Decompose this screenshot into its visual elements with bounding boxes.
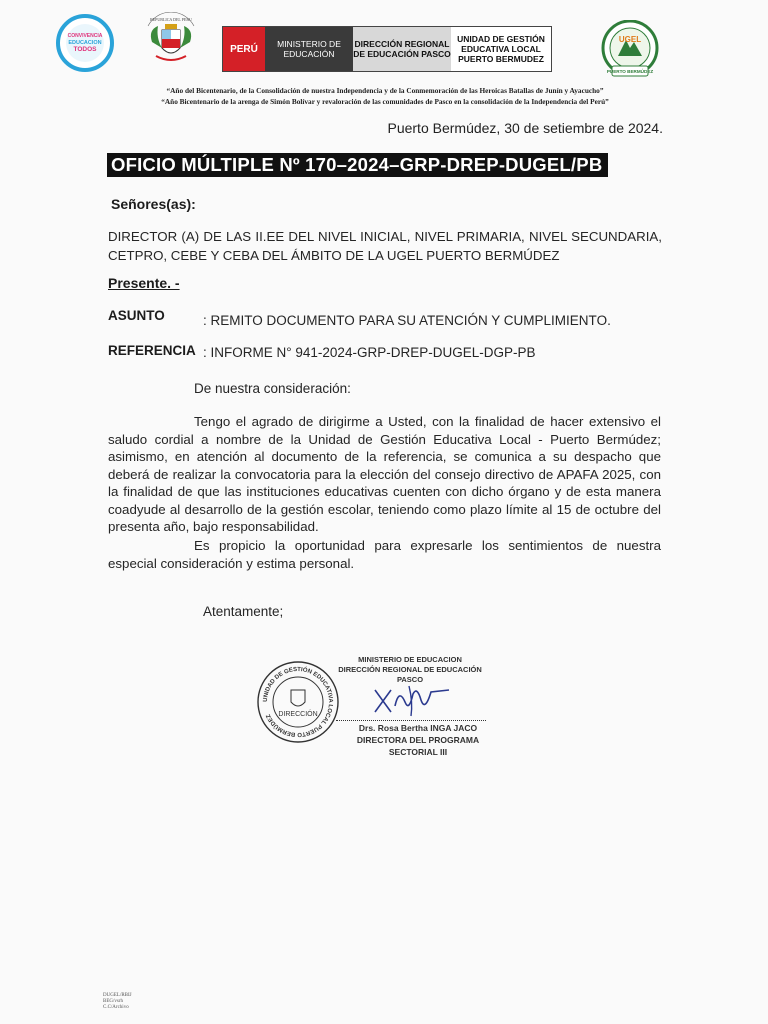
ugel-puerto-bermudez-logo (600, 20, 660, 82)
asunto-value: : REMITO DOCUMENTO PARA SU ATENCIÓN Y CUMPLIMIENTO. (203, 313, 611, 328)
svg-text:UGEL: UGEL (618, 35, 642, 44)
presente-label: Presente. - (108, 275, 180, 291)
seal-center-text: DIRECCIÓN (278, 711, 318, 718)
footer-line-2: BEG/vsrh (103, 999, 123, 1004)
ugel-label: UNIDAD DE GESTIÓN EDUCATIVA LOCAL PUERTO BERMUDEZ (451, 27, 551, 71)
direccion-regional-label: DIRECCIÓN REGIONAL DE EDUCACIÓN PASCO (353, 27, 451, 71)
official-seal-stamp (256, 660, 340, 744)
signatory (333, 722, 503, 758)
seal-ring-text: UNIDAD DE GESTIÓN EDUCATIVA LOCAL PUERTO BERMÚDEZ (262, 666, 334, 738)
signatory-title: DIRECTORA DEL PROGRAMA SECTORIAL III (356, 735, 480, 757)
document-date: Puerto Bermúdez, 30 de setiembre de 2024. (387, 120, 663, 136)
footer-line-3: C.C/Archivo (103, 1005, 129, 1010)
oficio-title: OFICIO MÚLTIPLE Nº 170–2024–GRP-DREP-DUGEL/PB (107, 153, 608, 177)
asunto-label: ASUNTO (108, 308, 165, 323)
svg-text:PUERTO BERMÚDEZ: PUERTO BERMÚDEZ (606, 69, 654, 74)
signature-org-1: MINISTERIO DE EDUCACION (358, 655, 462, 664)
year-name-2: “Año Bicentenario de la arenga de Simón Bolívar y revaloración de las comunidades de Pasco en la consolidación de la Independencia del Perú” (161, 97, 609, 106)
destinatario: DIRECTOR (A) DE LAS II.EE DEL NIVEL INICIAL, NIVEL PRIMARIA, NIVEL SECUNDARIA, CETPRO, CEBE Y CEBA DEL ÁMBITO DE LA UGEL PUERTO BERMÚDEZ (108, 229, 662, 263)
body-paragraph-1-text: Tengo el agrado de dirigirme a Usted, con la finalidad de hacer extensivo el saludo cordial a nombre de la Unidad de Gestión Educativa Local - Puerto Bermúdez; asimismo, en atención al documento de la referencia, se comunica a su despacho que deberá de realizar la convocatoria para la elección del consejo directivo de APAFA 2025, con la finalidad de que las instituciones educativas cuenten con dicho órgano y de esta manera coadyude al desarrollo de la gestión escolar, teniendo como plazo límite al 15 de octubre del presenta año, bajo responsabilidad. (108, 414, 661, 534)
peru-label: PERÚ (223, 27, 265, 71)
senores-heading: Señores(as): (111, 196, 196, 212)
svg-text:TODOS: TODOS (73, 46, 97, 53)
referencia-label: REFERENCIA (108, 343, 196, 358)
body-paragraph-1 (108, 413, 661, 536)
svg-text:CONVIVENCIA: CONVIVENCIA (67, 33, 103, 39)
body-paragraph-2-text: Es propicio la oportunidad para expresarle los sentimientos de nuestra especial consideración y estima personal. (108, 538, 661, 571)
signature-org (335, 655, 485, 685)
footer-line-1: DUGEL/RBIJ (103, 993, 132, 998)
peru-coat-of-arms-icon (140, 12, 202, 74)
body-paragraph-2 (108, 537, 661, 572)
saludo: De nuestra consideración: (194, 381, 351, 396)
signature-line (336, 720, 486, 721)
year-name-1: “Año del Bicentenario, de la Consolidación de nuestra Independencia y de la Conmemoración de las Heroicas Batallas de Junín y Ayacucho” (166, 86, 604, 95)
atentamente: Atentamente; (203, 604, 284, 619)
footer-initials (103, 993, 132, 1011)
signature-org-2: DIRECCIÓN REGIONAL DE EDUCACIÓN PASCO (338, 665, 482, 684)
education-campaign-logo (56, 14, 114, 72)
svg-text:REPUBLICA DEL PERU: REPUBLICA DEL PERU (150, 17, 192, 22)
institutional-header (222, 26, 552, 72)
svg-text:EDUCACION: EDUCACION (68, 40, 102, 46)
referencia-value: : INFORME N° 941-2024-GRP-DREP-DUGEL-DGP-PB (203, 345, 536, 360)
signatory-name: Drs. Rosa Bertha INGA JACO (358, 723, 478, 733)
ministerio-label: MINISTERIO DE EDUCACIÓN (265, 27, 353, 71)
handwritten-signature (365, 682, 455, 718)
